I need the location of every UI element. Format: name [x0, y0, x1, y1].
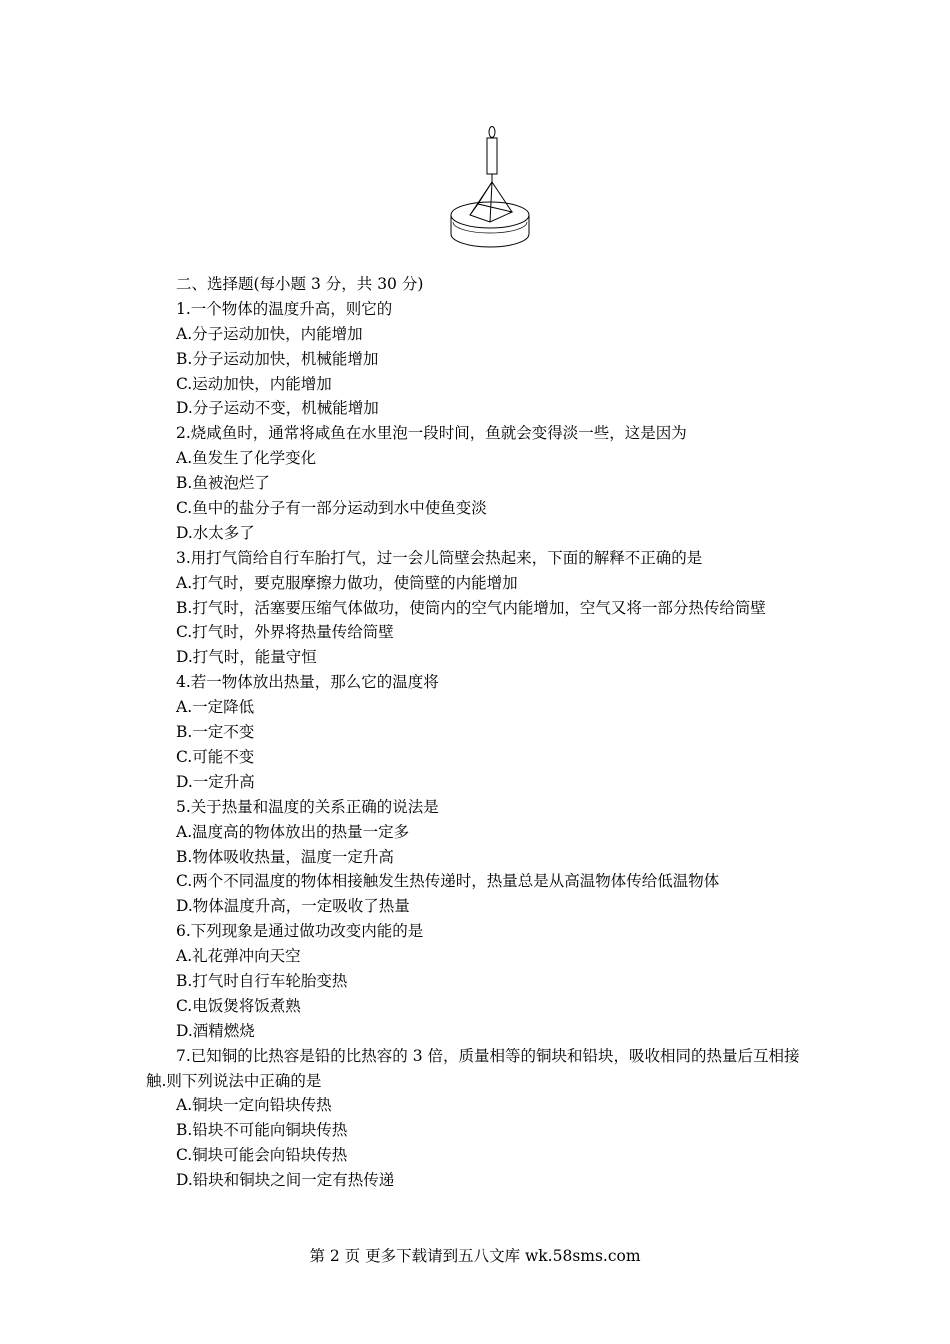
option: C.两个不同温度的物体相接触发生热传递时，热量总是从高温物体传给低温物体 [176, 872, 720, 891]
option: D.酒精燃烧 [176, 1021, 255, 1040]
option: C.电饭煲将饭煮熟 [176, 996, 301, 1015]
option: A.分子运动加快，内能增加 [176, 324, 363, 343]
option: C.运动加快，内能增加 [176, 374, 332, 393]
option: D.一定升高 [176, 772, 255, 791]
option: C.铜块可能会向铅块传热 [176, 1146, 348, 1165]
option: A.一定降低 [176, 698, 255, 717]
option: B.物体吸收热量，温度一定升高 [176, 847, 394, 866]
option: B.鱼被泡烂了 [176, 474, 270, 493]
option: C.鱼中的盐分子有一部分运动到水中使鱼变淡 [176, 499, 487, 518]
option: D.分子运动不变，机械能增加 [176, 399, 379, 418]
option: A.铜块一定向铅块传热 [176, 1096, 332, 1115]
question-stem: 6.下列现象是通过做功改变内能的是 [176, 922, 424, 941]
page-footer: 第 2 页 更多下载请到五八文库 wk.58sms.com [309, 1247, 641, 1265]
question-content [146, 272, 811, 1193]
question-stem: 5.关于热量和温度的关系正确的说法是 [176, 797, 439, 816]
option: B.分子运动加快，机械能增加 [176, 349, 379, 368]
option: A.打气时，要克服摩擦力做功，使筒壁的内能增加 [176, 573, 518, 592]
spring-scale-glass-plate-figure [440, 122, 540, 257]
question-stem: 2.烧咸鱼时，通常将咸鱼在水里泡一段时间，鱼就会变得淡一些，这是因为 [176, 424, 687, 443]
question-stem: 7.已知铜的比热容是铅的比热容的 3 倍，质量相等的铜块和铅块，吸收相同的热量后互相接触.则下列说法中正确的是 [146, 1046, 800, 1090]
question-stem: 4.若一物体放出热量，那么它的温度将 [176, 673, 439, 692]
option: B.打气时，活塞要压缩气体做功，使筒内的空气内能增加，空气又将一部分热传给筒壁 [176, 598, 766, 617]
question-stem: 1.一个物体的温度升高，则它的 [176, 299, 393, 318]
option: C.可能不变 [176, 747, 255, 766]
question-stem: 3.用打气筒给自行车胎打气，过一会儿筒壁会热起来，下面的解释不正确的是 [176, 548, 703, 567]
option: B.铅块不可能向铜块传热 [176, 1121, 348, 1140]
option: B.一定不变 [176, 723, 255, 742]
section-title: 二、选择题(每小题 3 分，共 30 分) [176, 275, 424, 293]
option: D.铅块和铜块之间一定有热传递 [176, 1171, 395, 1190]
option: A.礼花弹冲向天空 [176, 947, 301, 966]
option: D.水太多了 [176, 523, 255, 542]
option: D.物体温度升高，一定吸收了热量 [176, 897, 410, 916]
option: C.打气时，外界将热量传给筒壁 [176, 623, 394, 642]
option: A.温度高的物体放出的热量一定多 [176, 822, 410, 841]
option: D.打气时，能量守恒 [176, 648, 317, 667]
option: A.鱼发生了化学变化 [176, 449, 317, 468]
option: B.打气时自行车轮胎变热 [176, 971, 348, 990]
